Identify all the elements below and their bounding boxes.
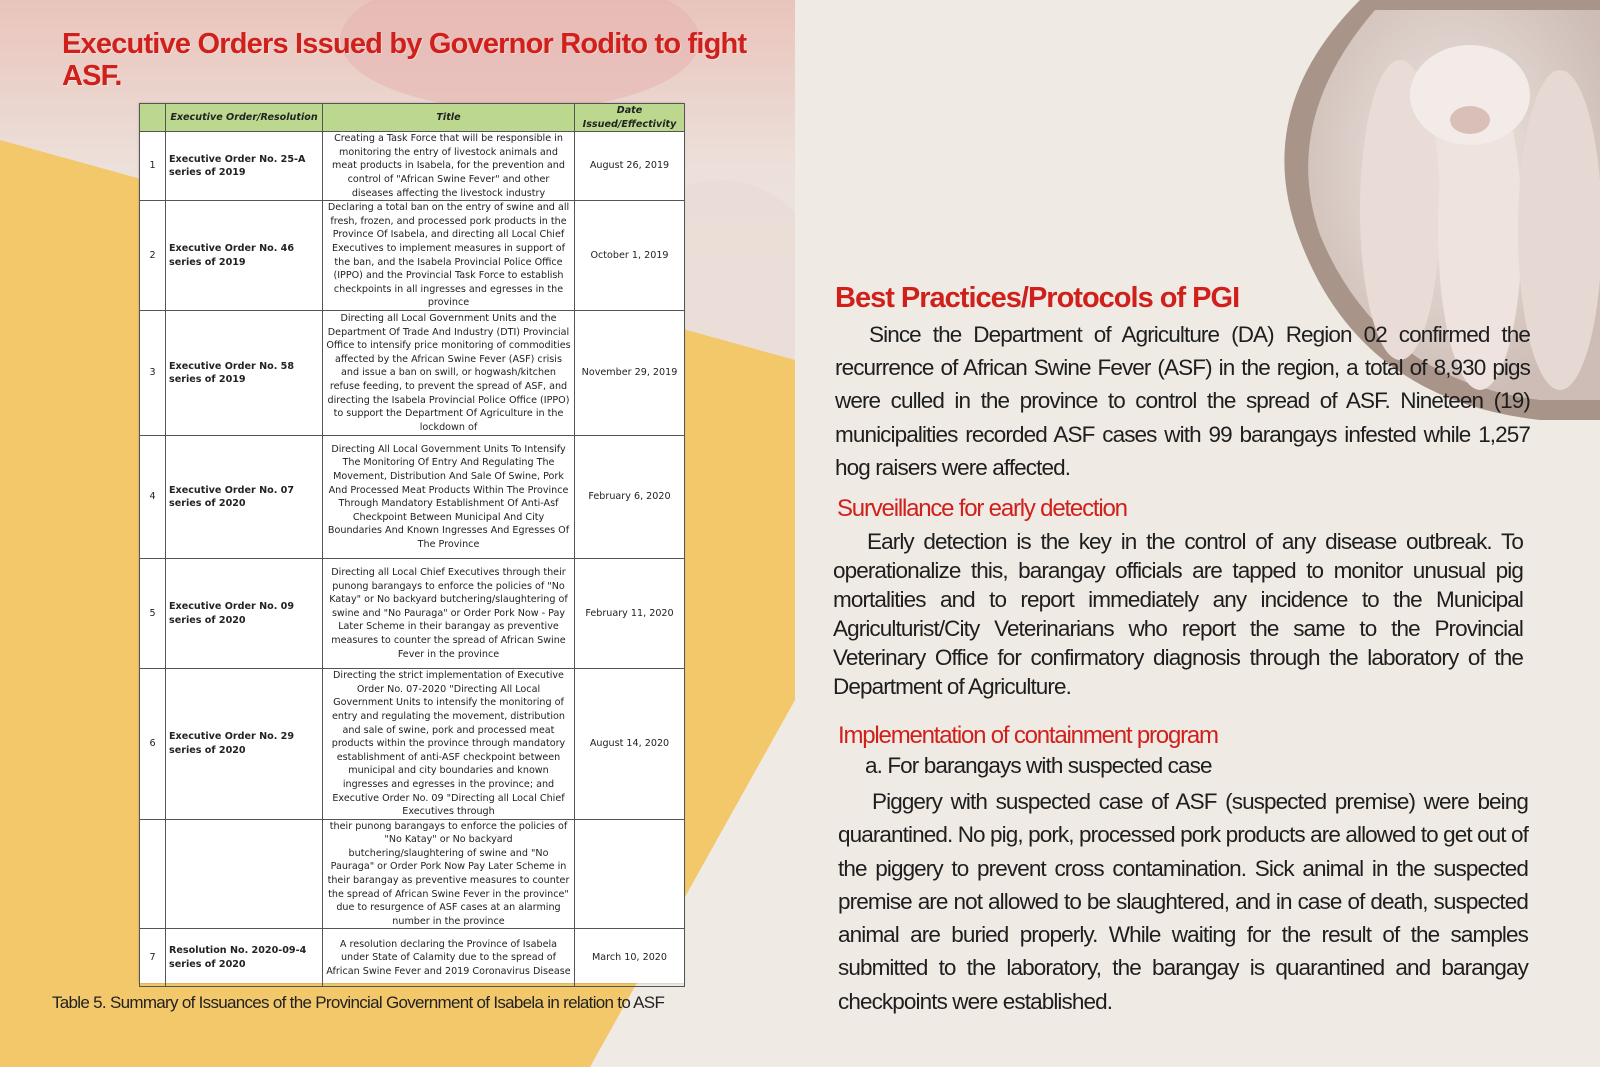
best-practices-heading: Best Practices/Protocols of PGI bbox=[835, 282, 1240, 314]
table-header-row bbox=[140, 104, 685, 132]
row-date: March 10, 2020 bbox=[575, 929, 685, 987]
header-number bbox=[140, 104, 166, 132]
row-number: 7 bbox=[140, 929, 166, 987]
row-number: 2 bbox=[140, 201, 166, 311]
table-row bbox=[140, 436, 685, 559]
row-title: Directing the strict implementation of Executive Order No. 07-2020 "Directing All Local Government Units to intensify the monitoring of entry and regulating the movement, distribution and sale of swine, pork and processed meat products within the province through mandatory establishment of anti-ASF checkpoint between municipal and city boundaries and known ingresses and egresses in the province; and Executive Order No. 09 "Directing all Local Chief Executives through bbox=[323, 669, 575, 820]
row-title: their punong barangays to enforce the policies of "No Katay" or No backyard butchering/slaughtering of swine and "No Pauraga" or Order Pork Now Pay Later Scheme in their barangay as preventive measures to counter the spread of African Swine Fever in the province" due to resurgence of ASF cases at an alarming number in the province bbox=[323, 819, 575, 929]
table-row bbox=[140, 201, 685, 311]
surveillance-heading: Surveillance for early detection bbox=[837, 495, 1127, 522]
row-number: 1 bbox=[140, 132, 166, 201]
row-date: August 26, 2019 bbox=[575, 132, 685, 201]
row-date: February 6, 2020 bbox=[575, 436, 685, 559]
table-row bbox=[140, 819, 685, 929]
table-row bbox=[140, 132, 685, 201]
row-order: Executive Order No. 29 series of 2020 bbox=[166, 669, 323, 820]
row-order: Resolution No. 2020-09-4 series of 2020 bbox=[166, 929, 323, 987]
header-title: Title bbox=[323, 104, 575, 132]
header-order: Executive Order/Resolution bbox=[166, 104, 323, 132]
row-number: 3 bbox=[140, 311, 166, 436]
row-title: Declaring a total ban on the entry of swine and all fresh, frozen, and processed pork products in the Province Of Isabela, and directing all Local Chief Executives to implement measures in support of the ban, and the Isabela Provincial Police Office (IPPO) and the Provincial Task Force to establish checkpoints in all ingresses and egresses in the province bbox=[323, 201, 575, 311]
table-row bbox=[140, 669, 685, 820]
row-order: Executive Order No. 46 series of 2019 bbox=[166, 201, 323, 311]
row-title: Directing all Local Government Units and the Department Of Trade And Industry (DTI) Provincial Office to intensify price monitoring of commodities affected by the African Swine Fever (ASF) crisis and issue a ban on swill, or hogwash/kitchen refuse feeding, to prevent the spread of ASF, and directing the Isabela Provincial Police Office (IPPO) to support the Department Of Agriculture in the lockdown of bbox=[323, 311, 575, 436]
table-caption: Table 5. Summary of Issuances of the Provincial Government of Isabela in relation to ASF bbox=[52, 993, 665, 1012]
row-date bbox=[575, 819, 685, 929]
row-title: Directing all Local Chief Executives through their punong barangays to enforce the policies of "No Katay" or No backyard butchering/slaughtering of swine and "No Pauraga" or Order Pork Now - Pay Later Scheme in their barangay as preventive measures to counter the spread of African Swine Fever in the province bbox=[323, 559, 575, 669]
executive-orders-table bbox=[139, 103, 684, 983]
row-title: A resolution declaring the Province of Isabela under State of Calamity due to the spread of African Swine Fever and 2019 Coronavirus Disease bbox=[323, 929, 575, 987]
implementation-paragraph: Piggery with suspected case of ASF (suspected premise) were being quarantined. No pig, pork, processed pork products are allowed to get out of the piggery to prevent cross contamination. Sick animal in the suspected premise are not allowed to be slaughtered, and in case of death, suspected animal are buried properly. While waiting for the result of the samples submitted to the laboratory, the barangay is quarantined and barangay checkpoints were established. bbox=[838, 789, 1528, 1014]
row-title: Directing All Local Government Units To Intensify The Monitoring Of Entry And Regulating The Movement, Distribution And Sale Of Swine, Pork And Processed Meat Products Within The Province Through Mandatory Establishment Of Anti-Asf Checkpoint Between Municipal And City Boundaries And Known Ingresses And Egresses Of The Province bbox=[323, 436, 575, 559]
row-number bbox=[140, 819, 166, 929]
row-date: October 1, 2019 bbox=[575, 201, 685, 311]
table-row bbox=[140, 929, 685, 987]
row-order: Executive Order No. 58 series of 2019 bbox=[166, 311, 323, 436]
table-row bbox=[140, 559, 685, 669]
row-order: Executive Order No. 07 series of 2020 bbox=[166, 436, 323, 559]
row-title: Creating a Task Force that will be responsible in monitoring the entry of livestock animals and meat products in Isabela, for the prevention and control of "African Swine Fever" and other diseases affecting the livestock industry bbox=[323, 132, 575, 201]
row-date: November 29, 2019 bbox=[575, 311, 685, 436]
implementation-heading: Implementation of containment program bbox=[838, 722, 1218, 749]
row-order: Executive Order No. 09 series of 2020 bbox=[166, 559, 323, 669]
implementation-subheading: a. For barangays with suspected case bbox=[865, 753, 1212, 778]
row-number: 6 bbox=[140, 669, 166, 820]
row-order bbox=[166, 819, 323, 929]
table-row bbox=[140, 311, 685, 436]
row-date: February 11, 2020 bbox=[575, 559, 685, 669]
page-title: Executive Orders Issued by Governor Rodito to fight ASF. bbox=[62, 28, 747, 92]
header-date: Date Issued/Effectivity bbox=[575, 104, 685, 132]
surveillance-paragraph: Early detection is the key in the control of any disease outbreak. To operationalize this, barangay officials are tapped to monitor unusual pig mortalities and to report immediately any incidence to the Municipal Agriculturist/City Veterinarians who report the same to the Provincial Veterinary Office for confirmatory diagnosis through the laboratory of the Department of Agriculture. bbox=[833, 529, 1523, 699]
row-number: 4 bbox=[140, 436, 166, 559]
row-number: 5 bbox=[140, 559, 166, 669]
row-order: Executive Order No. 25-A series of 2019 bbox=[166, 132, 323, 201]
intro-paragraph: Since the Department of Agriculture (DA) Region 02 confirmed the recurrence of African Swine Fever (ASF) in the region, a total of 8,930 pigs were culled in the province to control the spread of ASF. Nineteen (19) municipalities recorded ASF cases with 99 barangays infested while 1,257 hog raisers were affected. bbox=[835, 322, 1530, 480]
row-date: August 14, 2020 bbox=[575, 669, 685, 820]
